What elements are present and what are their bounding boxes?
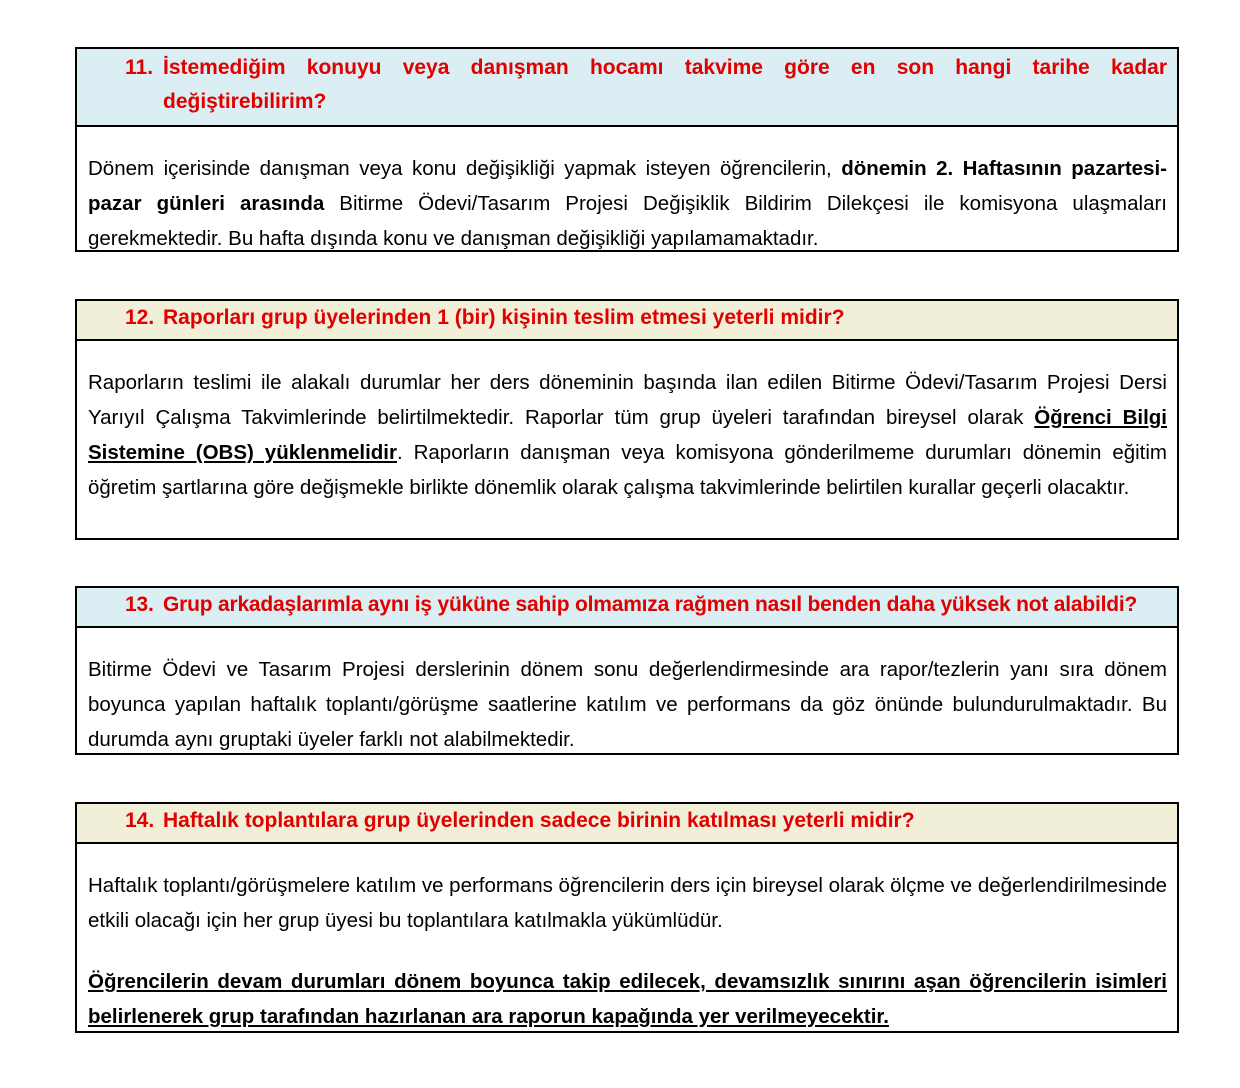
question-text: Grup arkadaşlarımla aynı iş yüküne sahip olmamıza rağmen nasıl benden daha yüksek not alabildi? (163, 593, 1138, 616)
answer-body (77, 844, 1177, 1034)
faq-item-12 (75, 299, 1179, 540)
answer-body (77, 127, 1177, 256)
question-header (77, 804, 1177, 844)
question-line-2: değiştirebilirim? (163, 90, 327, 113)
answer-paragraph (88, 151, 1167, 256)
question-number: 14. (125, 809, 155, 832)
question-number: 12. (125, 306, 155, 329)
answer-emphasis-paragraph: Öğrencilerin devam durumları dönem boyunca takip edilecek, devamsızlık sınırını aşan öğrencilerin isimleri belirlenerek grup tarafından hazırlanan ara raporun kapağında yer verilmeyecektir. (88, 970, 1167, 1028)
question-text: Raporları grup üyelerinden 1 (bir) kişinin teslim etmesi yeterli midir? (163, 306, 845, 329)
question-header (77, 301, 1177, 341)
answer-text: Bitirme Ödevi/Tasarım Projesi Değişiklik Bildirim Dilekçesi ile komisyona ulaşmaları gerekmektedir. Bu hafta dışında konu ve danışman değişikliği yapılamamaktadır. (88, 192, 1167, 250)
answer-paragraph: Bitirme Ödevi ve Tasarım Projesi derslerinin dönem sonu değerlendirmesinde ara rapor/tezlerin yanı sıra dönem boyunca yapılan haftalık toplantı/görüşme saatlerine katılım ve performans da göz önünde bulundurulmaktadır. Bu durumda aynı gruptaki üyeler farklı not alabilmektedir. (88, 658, 1167, 751)
answer-emphasis: dönemin 2. Haftasının pazartesi-pazar günleri arasında (88, 157, 1167, 215)
question-number: 13. (125, 593, 154, 616)
faq-item-13 (75, 586, 1179, 755)
answer-body (77, 341, 1177, 505)
question-text: Haftalık toplantılara grup üyelerinden sadece birinin katılması yeterli midir? (163, 809, 915, 832)
faq-item-14 (75, 802, 1179, 1033)
answer-emphasis: Öğrenci Bilgi Sistemine (OBS) yüklenmelidir (88, 406, 1168, 464)
question-header (77, 588, 1177, 628)
question-text: İstemediğim konuyu veya danışman hocamı takvime göre en son hangi tarihe kadar (163, 56, 1167, 79)
answer-text: Dönem içerisinde danışman veya konu değişikliği yapmak isteyen öğrencilerin, (88, 157, 842, 180)
answer-body (77, 628, 1177, 757)
question-number: 11. (125, 56, 154, 79)
answer-paragraph: Haftalık toplantı/görüşmelere katılım ve performans öğrencilerin ders için bireysel olarak ölçme ve değerlendirilmesinde etkili olacağı için her grup üyesi bu toplantılara katılmakla yükümlüdür. (88, 874, 1168, 932)
faq-item-11 (75, 47, 1179, 252)
question-header (77, 49, 1177, 127)
answer-paragraph (88, 365, 1167, 505)
answer-text: Raporların teslimi ile alakalı durumlar her ders döneminin başında ilan edilen Bitirme Ödevi/Tasarım Projesi Dersi Yarıyıl Çalışma Takvimlerinde belirtilmektedir. Raporlar tüm grup üyeleri tarafından bireysel olarak (88, 371, 1167, 429)
answer-text: . Raporların danışman veya komisyona gönderilmeme durumları dönemin eğitim öğretim şartlarına göre değişmekle birlikte dönemlik olarak çalışma takvimlerinde belirtilen kurallar geçerli olacaktır. (88, 441, 1167, 499)
question-line-1 (125, 51, 1167, 85)
